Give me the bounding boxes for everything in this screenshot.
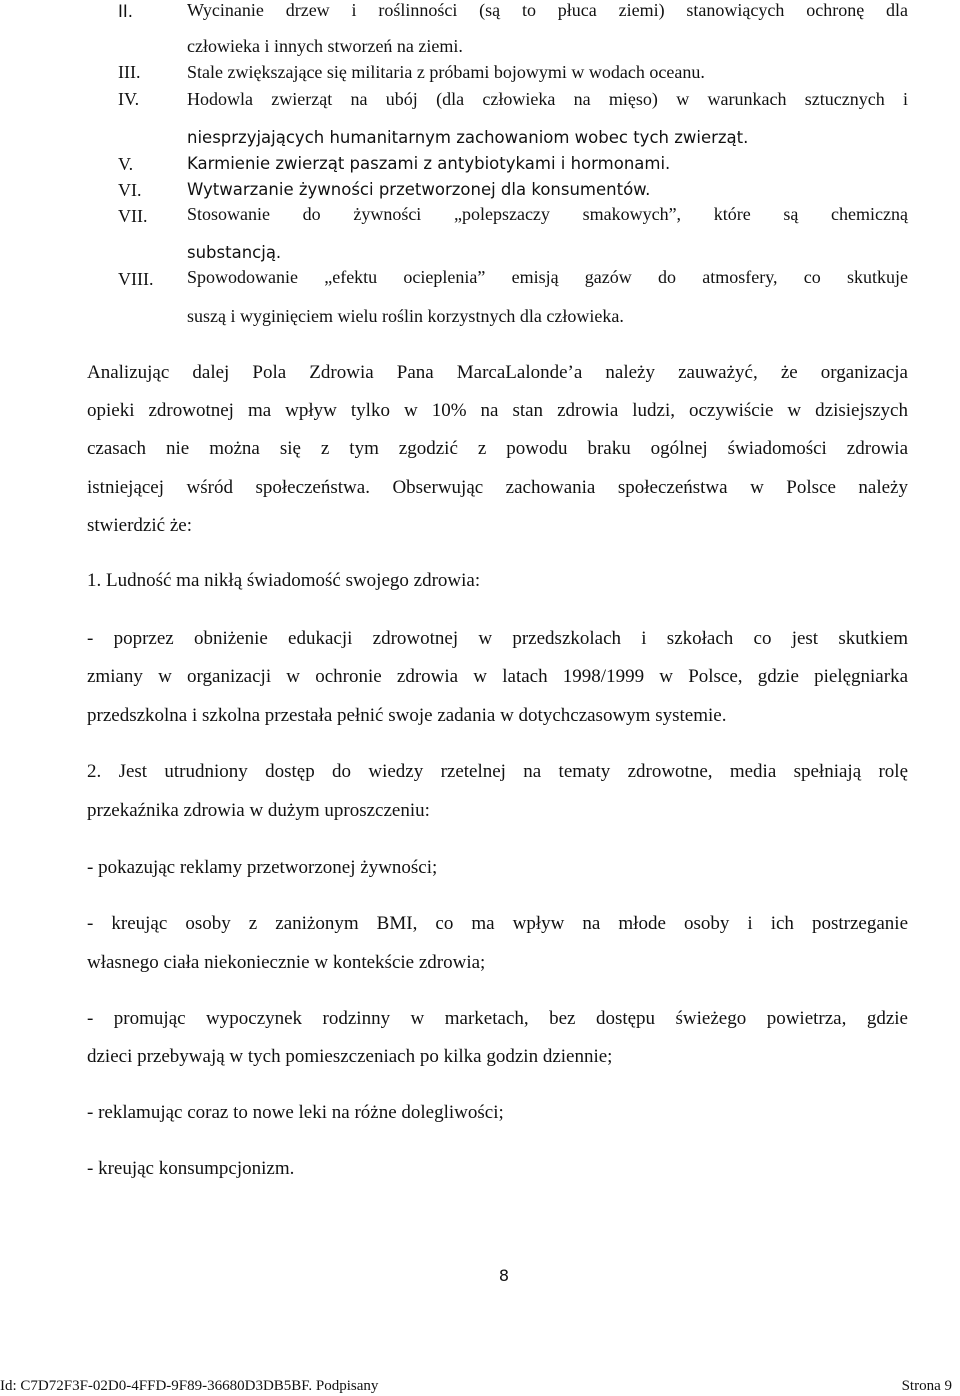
list-item-text: Stosowanie do żywności „polepszaczy smakowych”, które są chemiczną xyxy=(187,204,908,224)
list-item-text: substancją. xyxy=(187,243,282,262)
paragraph-line: czasach nie można się z tym zgodzić z powodu braku ogólnej świadomości zdrowia xyxy=(87,438,908,459)
bullet-item-continuation: własnego ciała niekoniecznie w kontekście zdrowia; xyxy=(87,952,486,973)
paragraph-line: opieki zdrowotnej ma wpływ tylko w 10% na stan zdrowia ludzi, oczywiście w dzisiejszych xyxy=(87,400,908,421)
list-item-text: Karmienie zwierząt paszami z antybiotykami i hormonami. xyxy=(187,154,671,173)
list-numeral: II. xyxy=(118,2,133,21)
list-item-text: Wycinanie drzew i roślinności (są to płuca ziemi) stanowiących ochronę dla xyxy=(187,0,908,20)
paragraph-line: istniejącej wśród społeczeństwa. Obserwując zachowania społeczeństwa w Polsce należy xyxy=(87,477,908,498)
bullet-item: - pokazując reklamy przetworzonej żywności; xyxy=(87,857,438,878)
footer-page-label: Strona 9 xyxy=(901,1378,952,1394)
list-item-text: niesprzyjających humanitarnym zachowaniom wobec tych zwierząt. xyxy=(187,128,749,147)
paragraph-line: przekaźnika zdrowia w dużym uproszczeniu: xyxy=(87,800,430,821)
bullet-item: - promując wypoczynek rodzinny w marketach, bez dostępu świeżego powietrza, gdzie xyxy=(87,1008,908,1029)
footer-document-id: Id: C7D72F3F-02D0-4FFD-9F89-36680D3DB5BF. Podpisany xyxy=(0,1378,379,1394)
list-item-text: Stale zwiększające się militaria z próbami bojowymi w wodach oceanu. xyxy=(187,62,705,82)
bullet-item-continuation: dzieci przebywają w tych pomieszczeniach po kilka godzin dziennie; xyxy=(87,1046,613,1067)
paragraph-line: Analizując dalej Pola Zdrowia Pana MarcaLalonde’a należy zauważyć, że organizacja xyxy=(87,362,908,383)
list-item-text: Hodowla zwierząt na ubój (dla człowieka na mięso) w warunkach sztucznych i xyxy=(187,89,908,109)
list-numeral: VIII. xyxy=(118,269,154,289)
list-numeral: VI. xyxy=(118,180,142,200)
list-numeral: III. xyxy=(118,62,141,82)
point-heading: 2. Jest utrudniony dostęp do wiedzy rzetelnej na tematy zdrowotne, media spełniają rolę xyxy=(87,761,908,782)
page-number: 8 xyxy=(498,1266,510,1285)
list-item-text: Spowodowanie „efektu ocieplenia” emisją gazów do atmosfery, co skutkuje xyxy=(187,267,908,287)
list-numeral: VII. xyxy=(118,206,148,226)
point-heading: 1. Ludność ma nikłą świadomość swojego zdrowia: xyxy=(87,570,481,591)
paragraph-line: zmiany w organizacji w ochronie zdrowia w latach 1998/1999 w Polsce, gdzie pielęgniarka xyxy=(87,666,908,687)
bullet-item: - reklamując coraz to nowe leki na różne dolegliwości; xyxy=(87,1102,504,1123)
list-item-text: człowieka i innych stworzeń na ziemi. xyxy=(187,36,463,56)
list-item-text: Wytwarzanie żywności przetworzonej dla konsumentów. xyxy=(187,180,651,199)
paragraph-line: stwierdzić że: xyxy=(87,515,192,536)
list-numeral: V. xyxy=(118,154,134,174)
list-numeral: IV. xyxy=(118,89,140,109)
list-item-text: suszą i wyginięciem wielu roślin korzystnych dla człowieka. xyxy=(187,306,624,326)
bullet-item: - kreując konsumpcjonizm. xyxy=(87,1158,295,1179)
bullet-item: - kreując osoby z zaniżonym BMI, co ma wpływ na młode osoby i ich postrzeganie xyxy=(87,913,908,934)
paragraph-line: przedszkolna i szkolna przestała pełnić swoje zadania w dotychczasowym systemie. xyxy=(87,705,727,726)
paragraph-line: - poprzez obniżenie edukacji zdrowotnej w przedszkolach i szkołach co jest skutkiem xyxy=(87,628,908,649)
